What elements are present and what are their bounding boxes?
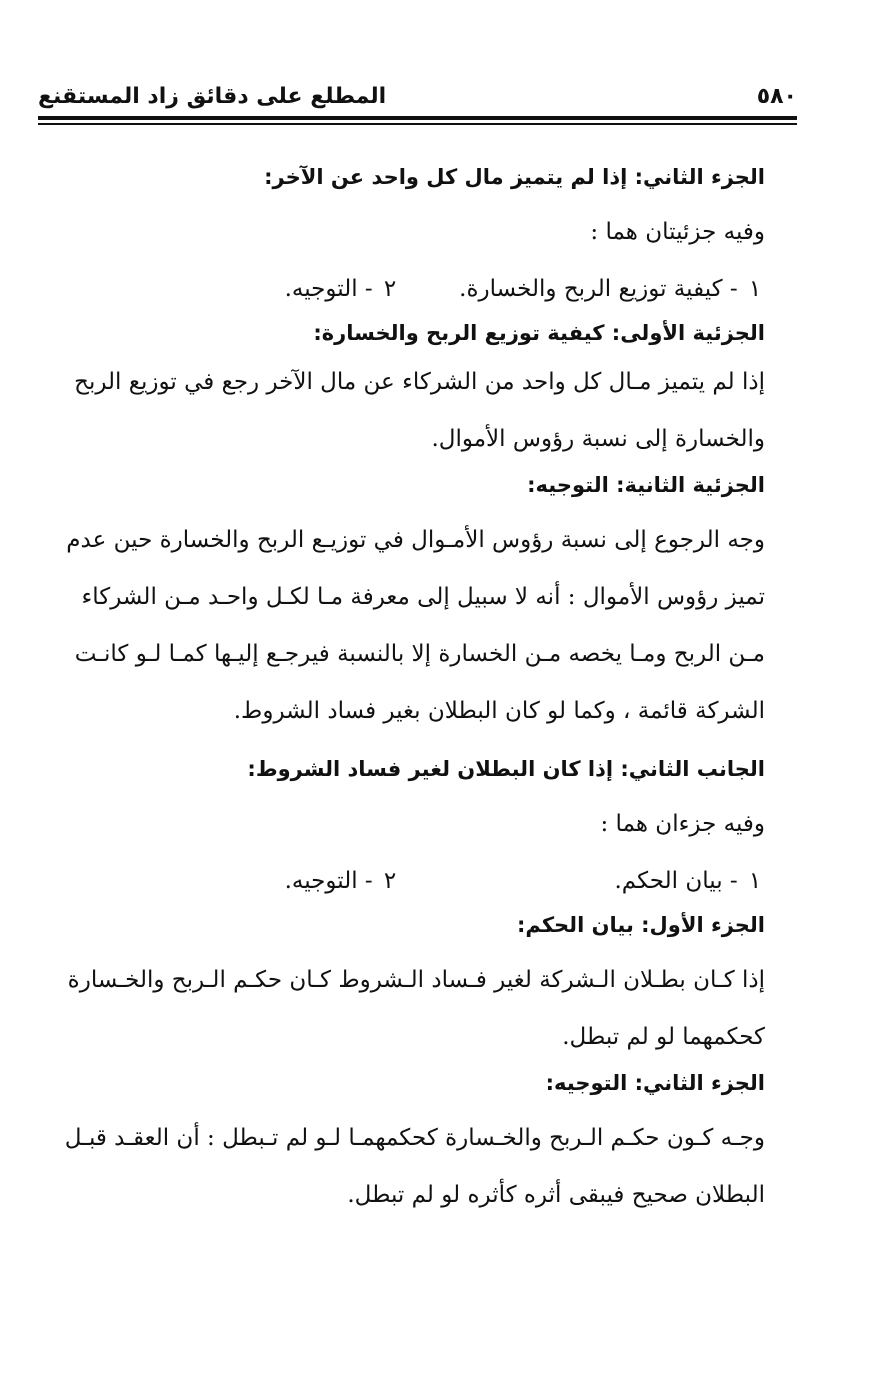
subsection-heading: الجزئية الأولى: كيفية توزيع الربح والخسارة: xyxy=(313,321,765,345)
page-number: ٥٨٠ xyxy=(756,84,797,109)
intro-line: وفيه جزئيتان هما : xyxy=(590,219,765,245)
header-rule-thick xyxy=(38,116,797,120)
paragraph: وجـه كـون حكـم الـربح والخـسارة كحكمهمـا لـو لم تـبطل : أن العقـد قبـل البطلان صحيح فيبقى أثره كأثره لو لم تبطل. xyxy=(64,1125,765,1208)
list-item-number: ٢ xyxy=(383,868,397,894)
list-item-text: - بيان الحكم. xyxy=(614,868,738,894)
list-item xyxy=(285,261,400,318)
header-rule-thin xyxy=(38,123,797,125)
list-item-number: ١ xyxy=(748,276,762,302)
intro-line: وفيه جزءان هما : xyxy=(600,811,765,837)
list-item xyxy=(459,261,765,318)
paragraph: إذا لم يتميز مـال كل واحد من الشركاء عن مال الآخر رجع في توزيع الربح والخسارة إلى نسبة رؤوس الأموال. xyxy=(74,369,765,452)
list-item xyxy=(614,853,765,910)
section-heading: الجزء الثاني: إذا لم يتميز مال كل واحد عن الآخر: xyxy=(264,165,765,189)
list-item-number: ٢ xyxy=(383,276,397,302)
subsection-heading: الجزء الثاني: التوجيه: xyxy=(545,1071,765,1095)
paragraph: إذا كـان بطـلان الـشركة لغير فـساد الـشروط كـان حكـم الـربح والخـسارة كحكمهما لو لم تبطل. xyxy=(67,967,765,1050)
page-header xyxy=(38,82,797,118)
list-item-number: ١ xyxy=(748,868,762,894)
list-item-text: - التوجيه. xyxy=(284,868,373,894)
paragraph: وجه الرجوع إلى نسبة رؤوس الأمـوال في توزيـع الربح والخسارة حين عدم تميز رؤوس الأموال : أنه لا سبيل إلى معرفة مـا لكـل واحـد مـن الشركاء مـن الربح ومـا يخصه مـن الخسارة إلا بالنسبة فيرجـع إليـها كمـا لـو كانـت الشركة قائمة ، وكما لو كان البطلان بغير فساد الشروط. xyxy=(66,527,765,724)
enumeration-list xyxy=(44,261,765,318)
book-title: المطلع على دقائق زاد المستقنع xyxy=(38,84,387,109)
page-body xyxy=(44,150,765,1224)
list-item-text: - التوجيه. xyxy=(284,276,373,302)
section-heading: الجانب الثاني: إذا كان البطلان لغير فساد الشروط: xyxy=(247,757,765,781)
subsection-heading: الجزء الأول: بيان الحكم: xyxy=(516,913,765,937)
enumeration-list xyxy=(44,853,765,910)
subsection-heading: الجزئية الثانية: التوجيه: xyxy=(527,473,765,497)
list-item xyxy=(285,853,400,910)
list-item-text: - كيفية توزيع الربح والخسارة. xyxy=(459,276,738,302)
